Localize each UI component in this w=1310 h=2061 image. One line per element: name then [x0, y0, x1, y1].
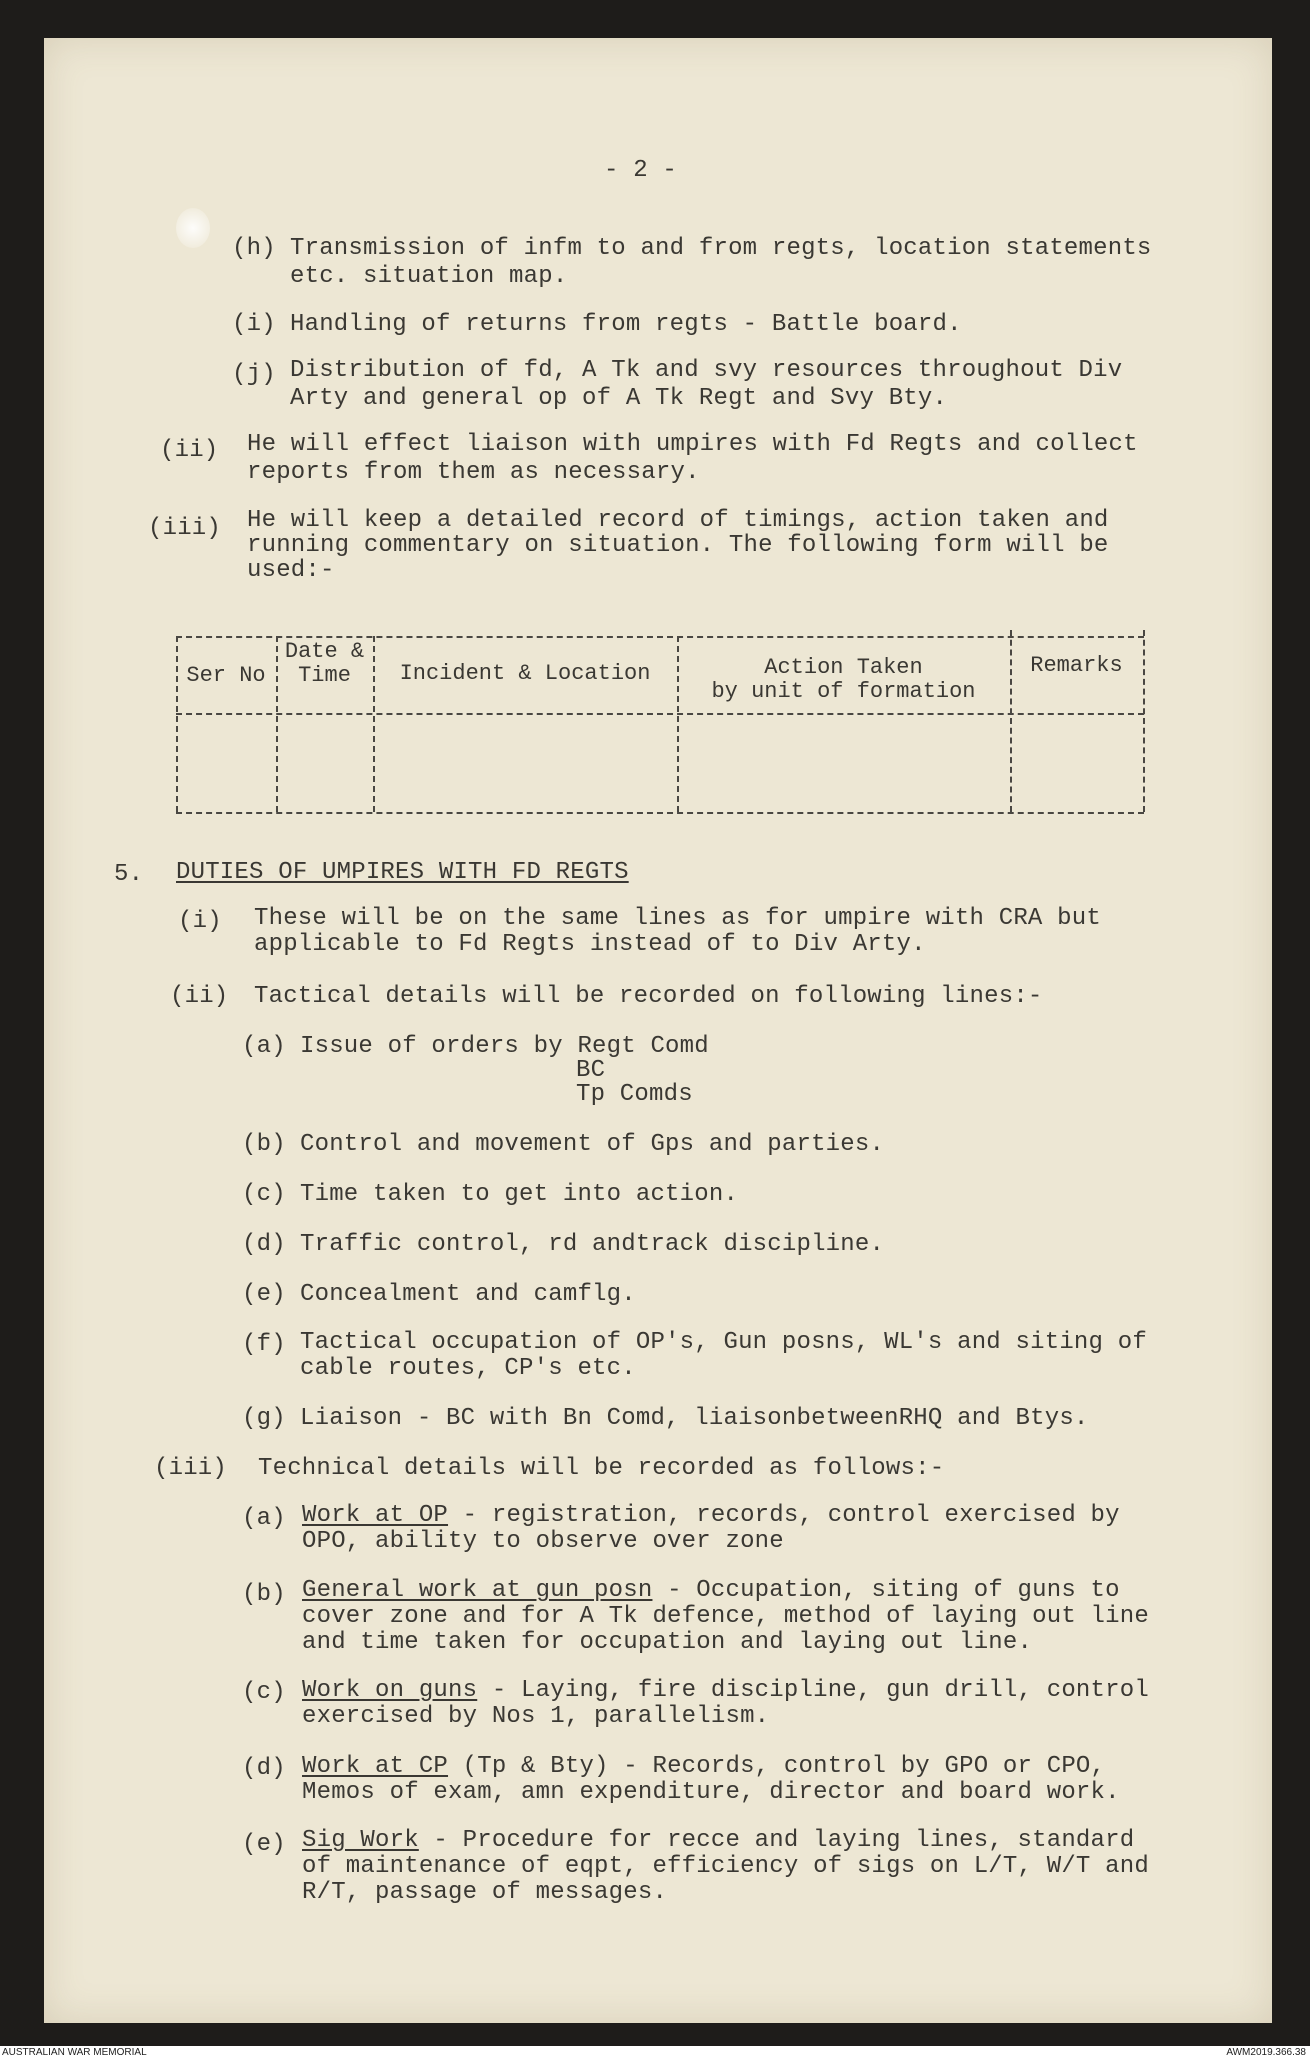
s5-tech-a-line1 [302, 1503, 1120, 1528]
item-j-line2: Arty and general op of A Tk Regt and Svy Bty. [290, 385, 948, 412]
s5-tech-b-line1-text: - Occupation, siting of guns to [652, 1577, 1120, 1604]
section-5-number: 5. [114, 861, 144, 888]
s5-tech-label-e: (e) [242, 1831, 286, 1858]
s5-tech-label-c: (c) [242, 1679, 286, 1706]
s5-i-line2: applicable to Fd Regts instead of to Div Arty. [254, 931, 926, 958]
table-header-incident: Incident & Location [399, 661, 651, 686]
item-iii-line2: running commentary on situation. The following form will be [247, 532, 1109, 559]
page-number: - 2 - [604, 157, 678, 184]
s5-tech-label-b: (b) [242, 1581, 286, 1608]
s5-tech-e-heading: Sig Work [302, 1827, 419, 1854]
s5-tac-a-line2: BC [576, 1057, 606, 1084]
item-j-line1: Distribution of fd, A Tk and svy resources throughout Div [290, 357, 1123, 384]
table-rule-right [1143, 630, 1145, 812]
s5-tac-f-line2: cable routes, CP's etc. [300, 1355, 636, 1382]
s5-tech-d-line1-text: (Tp & Bty) - Records, control by GPO or CPO, [448, 1753, 1106, 1780]
item-label-h: (h) [232, 235, 276, 262]
s5-tech-c-line1-text: - Laying, fire discipline, gun drill, control [477, 1677, 1149, 1704]
s5-tech-d-heading: Work at CP [302, 1753, 449, 1780]
footer-accession-number: AWM2019.366.38 [1226, 2047, 1306, 2058]
s5-tech-b-heading: General work at gun posn [302, 1577, 653, 1604]
s5-tech-c-line1 [302, 1678, 1149, 1703]
s5-tac-f-line1: Tactical occupation of OP's, Gun posns, WL's and siting of [300, 1329, 1147, 1356]
item-ii-line2: reports from them as necessary. [247, 459, 700, 486]
table-header-ser-no: Ser No [186, 663, 266, 688]
s5-tech-b-line1 [302, 1578, 1120, 1603]
s5-tac-label-d: (d) [242, 1231, 286, 1258]
s5-tac-d-text: Traffic control, rd andtrack discipline. [300, 1231, 885, 1258]
s5-tac-label-a: (a) [242, 1033, 286, 1060]
s5-ii-text: Tactical details will be recorded on following lines:- [254, 983, 1043, 1010]
table-top-rule [176, 636, 1144, 638]
item-label-iii: (iii) [148, 515, 222, 542]
s5-tech-c-line2: exercised by Nos 1, parallelism. [302, 1703, 770, 1730]
table-header-action-line2: by unit of formation [711, 679, 976, 704]
item-label-ii: (ii) [160, 437, 219, 464]
s5-tech-e-line2: of maintenance of eqpt, efficiency of sigs on L/T, W/T and [302, 1853, 1149, 1880]
s5-tac-a-text: Issue of orders by Regt Comd [300, 1033, 709, 1060]
item-iii-line3: used:- [247, 557, 335, 584]
archive-footer [0, 2046, 1310, 2061]
s5-label-i: (i) [178, 908, 222, 935]
s5-tech-label-d: (d) [242, 1755, 286, 1782]
item-label-j: (j) [232, 361, 276, 388]
s5-tac-label-b: (b) [242, 1131, 286, 1158]
item-i-text: Handling of returns from regts - Battle board. [290, 311, 962, 338]
s5-tech-label-a: (a) [242, 1505, 286, 1532]
s5-tech-d-line1 [302, 1754, 1105, 1779]
item-iii-line1: He will keep a detailed record of timings, action taken and [247, 507, 1109, 534]
item-ii-line1: He will effect liaison with umpires with Fd Regts and collect [247, 431, 1138, 458]
s5-label-ii: (ii) [170, 983, 229, 1010]
s5-tech-e-line1 [302, 1828, 1134, 1853]
s5-tac-g-text: Liaison - BC with Bn Comd, liaisonbetweenRHQ and Btys. [300, 1405, 1089, 1432]
s5-tech-e-line1-text: - Procedure for recce and laying lines, standard [418, 1827, 1135, 1854]
s5-tac-label-c: (c) [242, 1181, 286, 1208]
table-header-rule [176, 713, 1144, 715]
table-rule-left [176, 636, 178, 812]
s5-tech-a-line2: OPO, ability to observe over zone [302, 1528, 784, 1555]
s5-i-line1: These will be on the same lines as for umpire with CRA but [254, 905, 1101, 932]
s5-tac-label-e: (e) [242, 1281, 286, 1308]
table-header-date-line2: Time [298, 663, 351, 688]
s5-iii-text: Technical details will be recorded as follows:- [258, 1455, 945, 1482]
item-h-line1: Transmission of infm to and from regts, location statements [290, 235, 1152, 262]
s5-tech-b-line2: cover zone and for A Tk defence, method of laying out line [302, 1603, 1149, 1630]
s5-tech-e-line3: R/T, passage of messages. [302, 1879, 668, 1906]
s5-tac-label-f: (f) [242, 1331, 286, 1358]
section-5-heading: DUTIES OF UMPIRES WITH FD REGTS [176, 859, 629, 886]
s5-tech-a-line1-text: - registration, records, control exercised by [448, 1502, 1120, 1529]
item-h-line2: etc. situation map. [290, 263, 568, 290]
s5-tech-c-heading: Work on guns [302, 1677, 478, 1704]
s5-tech-a-heading: Work at OP [302, 1502, 449, 1529]
s5-tac-a-line3: Tp Comds [576, 1081, 693, 1108]
item-label-i: (i) [232, 311, 276, 338]
table-header-remarks: Remarks [1030, 653, 1123, 678]
s5-tech-d-line2: Memos of exam, amn expenditure, director and board work. [302, 1779, 1120, 1806]
table-header-date-line1: Date & [284, 639, 365, 664]
s5-tac-e-text: Concealment and camflg. [300, 1281, 636, 1308]
s5-label-iii: (iii) [154, 1455, 228, 1482]
table-bottom-rule [176, 812, 1144, 814]
s5-tech-b-line3: and time taken for occupation and laying out line. [302, 1629, 1033, 1656]
s5-tac-c-text: Time taken to get into action. [300, 1181, 739, 1208]
paper-blemish [176, 208, 210, 248]
s5-tac-label-g: (g) [242, 1405, 286, 1432]
s5-tac-b-text: Control and movement of Gps and parties. [300, 1131, 885, 1158]
footer-source: AUSTRALIAN WAR MEMORIAL [2, 2047, 147, 2058]
table-header-action-line1: Action Taken [764, 655, 923, 680]
